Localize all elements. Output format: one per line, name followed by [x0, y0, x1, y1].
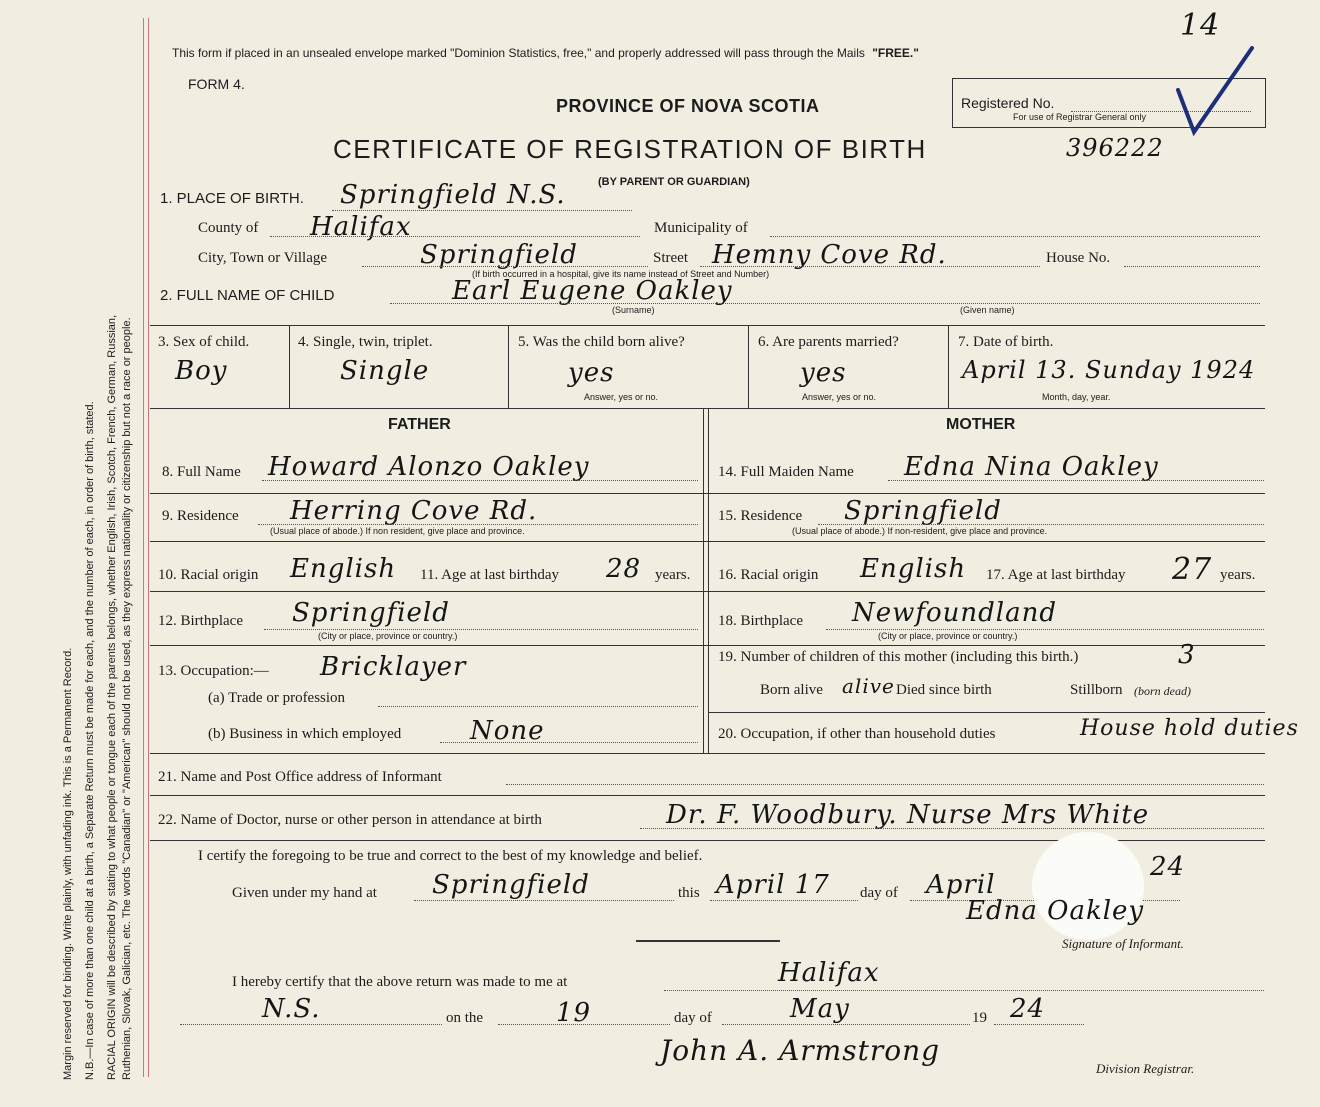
form-label: FORM 4. [188, 76, 245, 92]
mother-age-label: 17. Age at last birthday [986, 567, 1126, 583]
city-label: City, Town or Village [198, 250, 328, 266]
margin-rule-inner [148, 18, 149, 1077]
informant-label: 21. Name and Post Office address of Informant [158, 769, 442, 785]
registered-no-label: Registered No. [961, 95, 1055, 111]
plurality-label: 4. Single, twin, triplet. [298, 334, 433, 350]
registrar-place-suffix: N.S. [262, 994, 321, 1024]
mother-birthplace-label: 18. Birthplace [718, 613, 803, 629]
sex-value: Boy [175, 356, 228, 386]
mother-birthplace-value: Newfoundland [852, 598, 1058, 628]
father-residence-note: (Usual place of abode.) If non resident, give place and province. [270, 526, 525, 536]
date-of-birth-value: April 13. Sunday 1924 [962, 356, 1256, 384]
father-years: years. [655, 567, 691, 583]
stillborn-label: Stillborn [1070, 682, 1123, 698]
born-alive-note: Answer, yes or no. [584, 392, 659, 402]
county-label: County of [198, 220, 259, 236]
father-occupation-value: Bricklayer [320, 652, 467, 682]
municipality-label: Municipality of [654, 220, 748, 236]
father-racial-label: 10. Racial origin [158, 567, 259, 583]
registrar-month-value: May [790, 994, 850, 1024]
hospital-note: (If birth occurred in a hospital, give its name instead of Street and Number) [472, 269, 770, 279]
stillborn-note: (born dead) [1134, 684, 1191, 698]
given-name-note: (Given name) [960, 305, 1015, 315]
informant-signature: Edna Oakley [966, 896, 1145, 926]
given-at-value: Springfield [432, 870, 590, 900]
registrar-year-prefix: 19 [972, 1010, 987, 1026]
father-residence-value: Herring Cove Rd. [290, 496, 538, 526]
mother-age-value: 27 [1172, 552, 1213, 587]
sex-label: 3. Sex of child. [158, 334, 250, 350]
mother-birthplace-note: (City or place, province or country.) [878, 631, 1018, 641]
certificate-subtitle: (BY PARENT OR GUARDIAN) [598, 176, 750, 188]
father-occupation-label: 13. Occupation:— [158, 663, 269, 679]
registrar-on-the-label: on the [446, 1010, 484, 1026]
father-heading: FATHER [388, 416, 451, 433]
house-no-label: House No. [1046, 250, 1111, 266]
registration-number: 396222 [1066, 134, 1164, 162]
mother-name-value: Edna Nina Oakley [904, 452, 1159, 482]
date-of-birth-note: Month, day, year. [1042, 392, 1111, 402]
born-alive-value: alive [842, 674, 895, 698]
cert-day-value: April 17 [716, 870, 830, 900]
mother-residence-note: (Usual place of abode.) If non-resident, give place and province. [792, 526, 1048, 536]
cert-day-of-label: day of [860, 885, 898, 901]
father-racial-value: English [290, 554, 397, 584]
plurality-value: Single [340, 356, 430, 386]
page-number: 14 [1180, 8, 1221, 43]
cert-month-value: April [926, 870, 996, 900]
doctor-label: 22. Name of Doctor, nurse or other person in attendance at birth [158, 812, 542, 828]
died-since-birth-label: Died since birth [896, 682, 992, 698]
father-age-label: 11. Age at last birthday [420, 567, 559, 583]
mother-occupation-value: House hold duties [1080, 716, 1299, 741]
mother-heading: MOTHER [946, 416, 1016, 433]
street-value: Hemny Cove Rd. [712, 240, 947, 270]
mother-residence-label: 15. Residence [718, 508, 803, 524]
father-birthplace-label: 12. Birthplace [158, 613, 243, 629]
parents-married-note: Answer, yes or no. [802, 392, 877, 402]
informant-signature-label: Signature of Informant. [1062, 936, 1184, 951]
father-birthplace-note: (City or place, province or country.) [318, 631, 458, 641]
certify-statement: I certify the foregoing to be true and correct to the best of my knowledge and belief. [198, 848, 703, 864]
father-name-value: Howard Alonzo Oakley [268, 452, 590, 482]
mother-name-label: 14. Full Maiden Name [718, 464, 854, 480]
trade-label: (a) Trade or profession [208, 690, 346, 706]
registrar-use-note: For use of Registrar General only [1013, 112, 1147, 122]
doctor-value: Dr. F. Woodbury. Nurse Mrs White [666, 800, 1150, 830]
mother-racial-label: 16. Racial origin [718, 567, 819, 583]
place-of-birth-value: Springfield N.S. [340, 180, 566, 210]
registrar-signature-label: Division Registrar. [1096, 1061, 1195, 1076]
city-value: Springfield [420, 240, 578, 270]
margin-note-1: Margin reserved for binding. Write plainly, with unfading ink. This is a Permanent Record. [62, 647, 74, 1080]
given-at-label: Given under my hand at [232, 885, 377, 901]
registrar-place-value: Halifax [778, 958, 880, 988]
surname-note: (Surname) [612, 305, 655, 315]
margin-note-2: N.B.—In case of more than one child at a birth, a Separate Return must be made for each, and the number of each, in order of birth, stated. [84, 401, 96, 1080]
business-label: (b) Business in which employed [208, 726, 402, 742]
county-value: Halifax [310, 212, 412, 242]
mother-years: years. [1220, 567, 1256, 583]
child-name-label: 2. FULL NAME OF CHILD [160, 287, 335, 304]
registrar-statement: I hereby certify that the above return was made to me at [232, 974, 568, 990]
children-count-label: 19. Number of children of this mother (including this birth.) [718, 649, 1079, 665]
parents-married-label: 6. Are parents married? [758, 334, 899, 350]
mother-occupation-label: 20. Occupation, if other than household duties [718, 726, 996, 742]
father-name-label: 8. Full Name [162, 464, 241, 480]
child-name-value: Earl Eugene Oakley [452, 276, 733, 306]
registrar-day-value: 19 [556, 998, 592, 1028]
certificate-title: CERTIFICATE OF REGISTRATION OF BIRTH [333, 134, 927, 164]
registrar-year-value: 24 [1010, 994, 1046, 1024]
registrar-signature: John A. Armstrong [660, 1034, 941, 1067]
mother-residence-value: Springfield [844, 496, 1002, 526]
registrar-day-of-label: day of [674, 1010, 712, 1026]
cert-year-value: 24 [1150, 852, 1186, 882]
margin-note-4: Ruthenian, Slovak, Galician, etc. The words "Canadian" or "American" should not be used, as they express nationality or citizenship but not a race or people. [121, 317, 133, 1080]
born-alive-question-label: 5. Was the child born alive? [518, 334, 685, 350]
business-value: None [470, 716, 545, 746]
parents-married-answer: yes [800, 358, 847, 388]
margin-rule [143, 18, 144, 1077]
place-of-birth-label: 1. PLACE OF BIRTH. [160, 190, 304, 207]
check-mark-icon [1160, 40, 1260, 140]
born-alive-answer: yes [568, 358, 615, 388]
province-heading: PROVINCE OF NOVA SCOTIA [556, 96, 820, 116]
mother-racial-value: English [860, 554, 967, 584]
mail-notice-free: "FREE." [872, 46, 919, 60]
margin-note-3: RACIAL ORIGIN will be described by stating to what people or tongue each of the parents belongs, whether English, Irish, Scotch, French, German, Russian, [106, 314, 118, 1080]
father-birthplace-value: Springfield [292, 598, 450, 628]
father-age-value: 28 [606, 554, 642, 584]
cert-this-label: this [678, 885, 700, 901]
father-residence-label: 9. Residence [162, 508, 239, 524]
born-alive-label: Born alive [760, 682, 823, 698]
children-count-value: 3 [1178, 640, 1196, 670]
mail-notice: This form if placed in an unsealed envelope marked "Dominion Statistics, free," and properly addressed will pass through the Mails "FREE." [172, 46, 919, 60]
street-label: Street [653, 250, 688, 266]
date-of-birth-label: 7. Date of birth. [958, 334, 1054, 350]
